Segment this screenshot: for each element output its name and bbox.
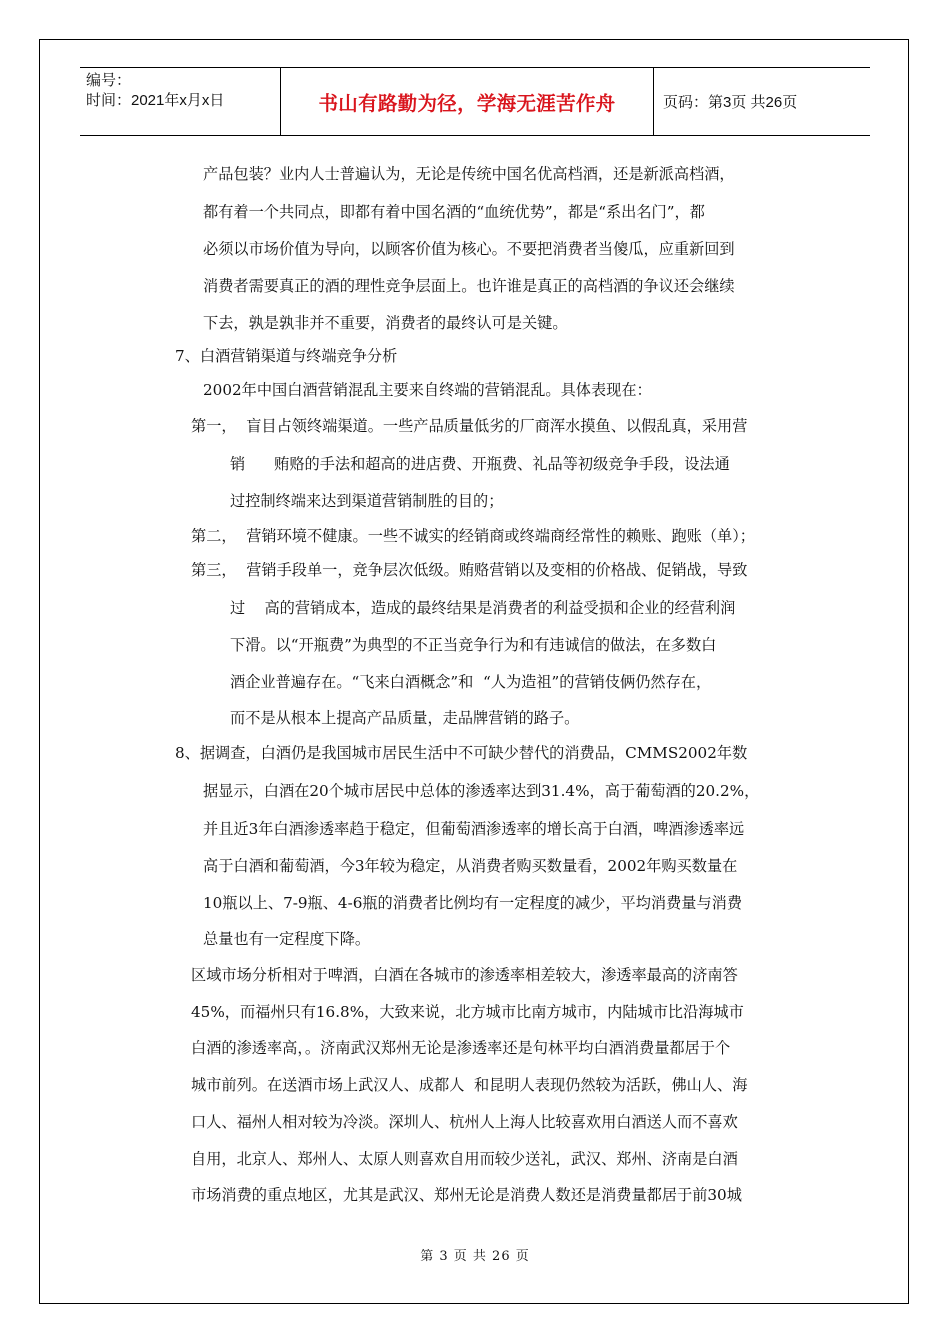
text-line: 消费者需要真正的酒的理性竞争层面上。也许谁是真正的高档酒的争议还会继续 [203,277,735,295]
list-item-first: 第一， 盲目占领终端渠道。一些产品质量低劣的厂商浑水摸鱼、以假乱真，采用营 [191,417,748,435]
text-line: 下去，孰是孰非并不重要，消费者的最终认可是关键。 [203,314,568,332]
text-line: 10瓶以上、7-9瓶、4-6瓶的消费者比例均有一定程度的减少，平均消费量与消费 [203,894,743,912]
text-line: 过 高的营销成本，造成的最终结果是消费者的利益受损和企业的经营利润 [230,599,736,617]
text-line: 白酒的渗透率高，。济南武汉郑州无论是渗透率还是句林平均白酒消费量都居于个 [191,1039,731,1057]
text-line: 总量也有一定程度下降。 [203,930,371,948]
text-line: 区域市场分析相对于啤酒，白酒在各城市的渗透率相差较大，渗透率最高的济南答 [191,966,738,984]
section-heading: 7、白酒营销渠道与终端竞争分析 [175,347,398,365]
text-line: 自用，北京人、郑州人、太原人则喜欢自用而较少送礼，武汉、郑州、济南是白酒 [191,1150,738,1168]
document-time-label: 时间：2021年x月x日 [86,92,225,109]
text-line: 而不是从根本上提高产品质量，走品牌营销的路子。 [230,709,580,727]
text-line: 酒企业普遍存在。“飞来白酒概念”和 “人为造祖”的营销伎俩仍然存在， [230,673,712,691]
text-line: 高于白酒和葡萄酒，今3年较为稳定，从消费者购买数量看，2002年购买数量在 [203,857,738,875]
text-line: 45%，而福州只有16.8%，大致来说，北方城市比南方城市，内陆城市比沿海城市 [191,1003,744,1021]
text-line: 据显示，白酒在20个城市居民中总体的渗透率达到31.4%，高于葡萄酒的20.2%， [203,782,760,800]
section-heading: 8、据调查，白酒仍是我国城市居民生活中不可缺少替代的消费品，CMMS2002年数 [175,744,748,762]
text-line: 产品包装？业内人士普遍认为，无论是传统中国名优高档酒，还是新派高档酒， [203,165,735,183]
text-line: 必须以市场价值为导向，以顾客价值为核心。不要把消费者当傻瓜，应重新回到 [203,240,735,258]
list-item-third: 第三， 营销手段单一，竞争层次低级。贿赂营销以及变相的价格战、促销战，导致 [191,561,748,579]
text-line: 城市前列。在送酒市场上武汉人、成都人 和昆明人表现仍然较为活跃，佛山人、海 [191,1076,748,1094]
text-line: 过控制终端来达到渠道营销制胜的目的； [230,492,504,510]
text-line: 市场消费的重点地区，尤其是武汉、郑州无论是消费人数还是消费量都居于前30城 [191,1186,742,1204]
text-line: 下滑。以“开瓶费”为典型的不正当竞争行为和有违诚信的做法，在多数白 [230,636,717,654]
header-page-number: 页码：第3页 共26页 [663,94,798,111]
document-number-label: 编号： [86,72,132,89]
text-line: 销 贿赂的手法和超高的进店费、开瓶费、礼品等初级竞争手段，设法通 [230,455,730,473]
text-line: 都有着一个共同点，即都有着中国名酒的“血统优势”，都是“系出名门”，都 [203,203,705,221]
text-line: 并且近3年白酒渗透率趋于稳定，但葡萄酒渗透率的增长高于白酒，啤酒渗透率远 [203,820,745,838]
page-footer: 第 3 页 共 26 页 [420,1249,530,1264]
text-line: 口人、福州人相对较为冷淡。深圳人、杭州人上海人比较喜欢用白酒送人而不喜欢 [191,1113,738,1131]
text-line: 2002年中国白酒营销混乱主要来自终端的营销混乱。具体表现在： [203,381,652,399]
header-motto: 书山有路勤为径，学海无涯苦作舟 [281,68,654,135]
list-item-second: 第二， 营销环境不健康。一些不诚实的经销商或终端商经常性的赖账、跑账（单）； [191,527,755,545]
